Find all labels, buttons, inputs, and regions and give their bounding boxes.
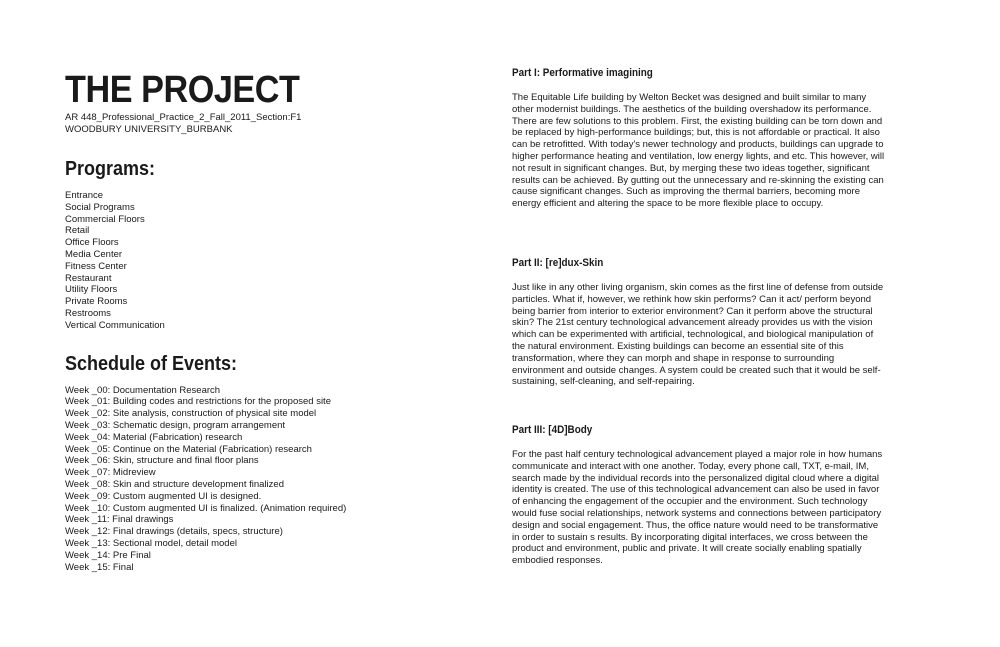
schedule-list xyxy=(65,385,465,574)
list-item: Week _13: Sectional model, detail model xyxy=(65,537,237,549)
list-item: Restrooms xyxy=(65,307,111,319)
list-item: Media Center xyxy=(65,248,123,260)
list-item: Private Rooms xyxy=(65,296,128,308)
list-item: Week _14: Pre Final xyxy=(65,549,151,561)
part-two-section xyxy=(512,256,887,388)
list-item: Week _05: Continue on the Material (Fabrication) research xyxy=(65,443,312,455)
part-one-section xyxy=(512,66,887,210)
list-item: Office Floors xyxy=(65,237,119,249)
programs-heading: Programs: xyxy=(65,158,156,180)
list-item: Fitness Center xyxy=(65,260,127,272)
list-item: Week _07: Midreview xyxy=(65,467,156,479)
list-item: Retail xyxy=(65,225,90,237)
course-code: AR 448_Professional_Practice_2_Fall_2011_Section:F1 xyxy=(65,112,302,123)
list-item: Week _04: Material (Fabrication) research xyxy=(65,431,243,443)
list-item: Week _06: Skin, structure and final floor plans xyxy=(65,455,259,467)
part-three-heading: Part III: [4D]Body xyxy=(512,424,593,436)
list-item: Commercial Floors xyxy=(65,213,145,225)
university-name: WOODBURY UNIVERSITY_BURBANK xyxy=(65,124,233,135)
right-column xyxy=(512,66,887,567)
part-one-heading: Part I: Performative imagining xyxy=(512,67,653,79)
list-item: Week _12: Final drawings (details, specs, structure) xyxy=(65,526,283,538)
list-item: Week _11: Final drawings xyxy=(65,514,174,526)
list-item: Vertical Communication xyxy=(65,319,165,331)
list-item: Week _01: Building codes and restrictions for the proposed site xyxy=(65,396,331,408)
schedule-heading: Schedule of Events: xyxy=(65,352,238,375)
list-item: Week _08: Skin and structure development finalized xyxy=(65,478,284,490)
page-title: THE PROJECT xyxy=(65,69,300,111)
part-two-heading: Part II: [re]dux-Skin xyxy=(512,257,604,269)
list-item: Week _10: Custom augmented UI is finalized. (Animation required) xyxy=(65,502,347,514)
list-item: Restaurant xyxy=(65,272,112,284)
left-column xyxy=(65,70,465,573)
part-three-body: For the past half century technological advancement played a major role in how humans communicate and interact with one another. Today, every phone call, TXT, e-mail, IM, search made by the individual records into the personalized digital cloud where a digital identity is created. The use of this technological advancement can also be used in favor of enhancing the engagement of the occupier and the environment. Such technology would fuse social relationships, network systems and connections between participatory design and social engagement. Thus, the office nature would need to be transformative in order to sustain s results. By incorporating digital interfaces, we cross between the product and environment, public and private. It will create socially enabling spatially embodied responses. xyxy=(512,449,883,567)
list-item: Week _15: Final xyxy=(65,561,134,573)
part-two-body: Just like in any other living organism, skin comes as the first line of defense from outside particles. What if, however, we rethink how skin performs? Can it act/ perform beyond being barrier from interior to exterior environment? Can it perform above the structural skin? The 21st century technological advancement already provides us with the vision which can be experimented with artificial, technological, and biological manipulation of the natural environment. Existing buildings can become an essential site of this transformation, where they can morph and shape in response to surrounding environment and outside changes. A system could be created such that it would be self-sustaining, self-cleaning, and self-repairing. xyxy=(512,282,884,388)
list-item: Week _09: Custom augmented UI is designed. xyxy=(65,490,262,502)
list-item: Week _03: Schematic design, program arrangement xyxy=(65,419,286,431)
list-item: Utility Floors xyxy=(65,284,118,296)
list-item: Social Programs xyxy=(65,201,135,213)
list-item: Week _00: Documentation Research xyxy=(65,384,221,396)
part-three-section xyxy=(512,423,887,567)
list-item: Week _02: Site analysis, construction of physical site model xyxy=(65,408,317,420)
list-item: Entrance xyxy=(65,190,104,201)
programs-list xyxy=(65,190,465,332)
part-one-body: The Equitable Life building by Welton Becket was designed and built similar to many other modernist buildings. The aesthetics of the building overshadow its performance. There are few solutions to this problem. First, the existing building can be torn down and be replaced by high-performance buildings; but, this is not affordable or practical. It also can be retrofitted. With today's newer technology and products, buildings can upgrade to higher performance heating and ventilation, low energy lights, and etc. This however, will not result in significant changes. But, by merging these two ideas together, significant results can be achieved. By gutting out the unnecessary and re-skinning the existing can cause significant changes. Such as improving the thermal barriers, becoming more energy efficient and altering the space to be more flexible place to occupy. xyxy=(512,92,885,210)
course-subtitle xyxy=(65,112,465,136)
